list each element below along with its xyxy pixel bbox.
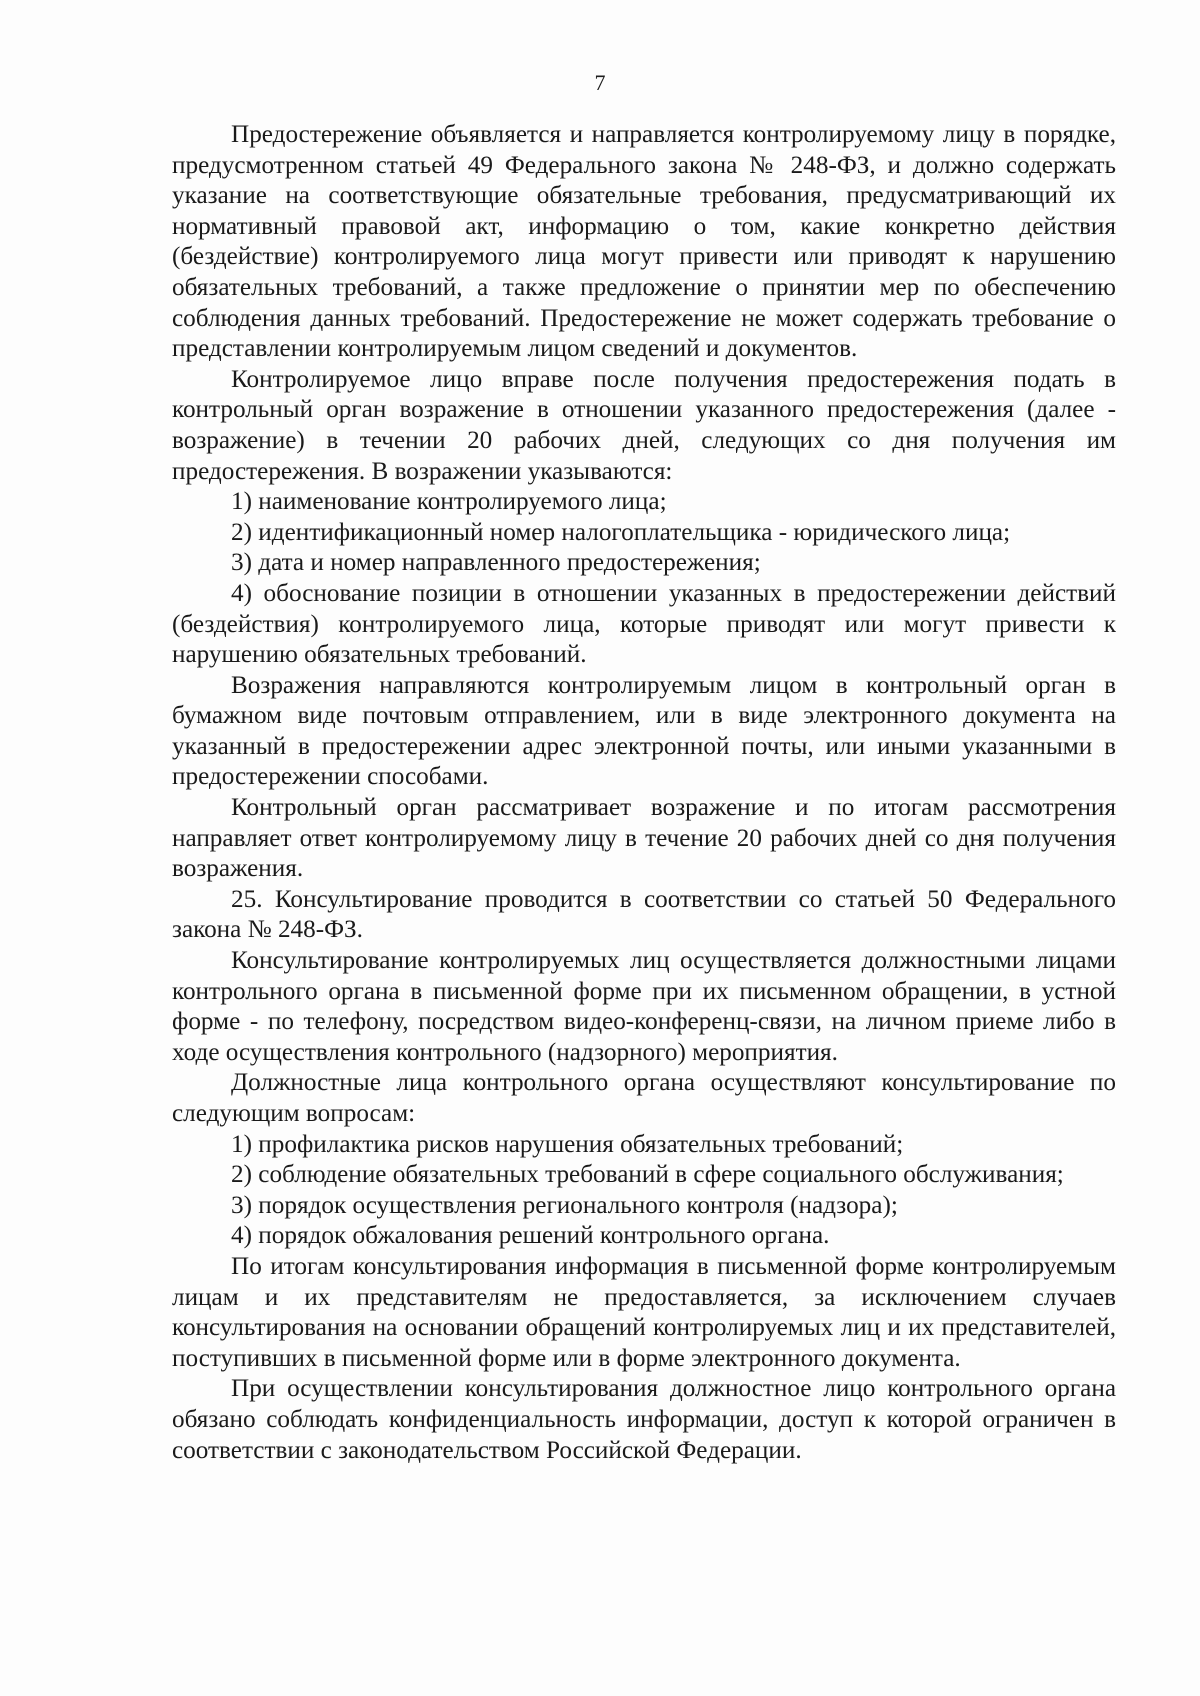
paragraph-objection-delivery: Возражения направляются контролируемым лицом в контрольный орган в бумажном виде почтовым отправлением, или в виде электронного документа на указанный в предостережении адрес электронной почты, или иными указанными в предостережении способами. xyxy=(172,671,1116,791)
list-item-topic-4: 4) порядок обжалования решений контрольного органа. xyxy=(231,1222,830,1250)
list-item-objection-4: 4) обоснование позиции в отношении указанных в предостережении действий (бездействия) контролируемого лица, которые приводят или могут привести к нарушению обязательных требований. xyxy=(172,579,1116,669)
paragraph-consulting-forms: Консультирование контролируемых лиц осуществляется должностными лицами контрольного органа в письменной форме при их письменном обращении, в устной форме - по телефону, посредством видео-конференц-связи, на личном приеме либо в ходе осуществления контрольного (надзорного) мероприятия. xyxy=(172,947,1116,1066)
paragraph-section-25: 25. Консультирование проводится в соответствии со статьей 50 Федерального закона № 248-ФЗ. xyxy=(172,885,1116,944)
paragraph-warning-content: Предостережение объявляется и направляется контролируемому лицу в порядке, предусмотренном статьей 49 Федерального закона № 248-ФЗ, и должно содержать указание на соответствующие обязательные требования, предусматривающий их нормативный правовой акт, информацию о том, какие конкретно действия (бездействие) контролируемого лица могут привести или приводят к нарушению обязательных требований, а также предложение о принятии мер по обеспечению соблюдения данных требований. Предостережение не может содержать требование о представлении контролируемым лицом сведений и документов. xyxy=(172,121,1116,363)
list-item-topic-1: 1) профилактика рисков нарушения обязательных требований; xyxy=(231,1130,904,1158)
paragraph-consulting-topics-intro: Должностные лица контрольного органа осуществляют консультирование по следующим вопросам: xyxy=(172,1069,1116,1127)
list-item-objection-1: 1) наименование контролируемого лица; xyxy=(231,488,667,516)
paragraph-confidentiality: При осуществлении консультирования должностное лицо контрольного органа обязано соблюдать конфиденциальность информации, доступ к которой ограничен в соответствии с законодательством Российской Федерации. xyxy=(172,1375,1116,1464)
list-item-topic-3: 3) порядок осуществления регионального контроля (надзора); xyxy=(231,1191,898,1219)
document-body xyxy=(172,120,1116,1466)
list-item-topic-2: 2) соблюдение обязательных требований в сфере социального обслуживания; xyxy=(231,1161,1064,1189)
list-item-objection-3: 3) дата и номер направленного предостережения; xyxy=(231,549,761,577)
paragraph-written-info: По итогам консультирования информация в письменной форме контролируемым лицам и их представителям не предоставляется, за исключением случаев консультирования на основании обращений контролируемых лиц и их представителей, поступивших в письменной форме или в форме электронного документа. xyxy=(172,1252,1116,1372)
list-item-objection-2: 2) идентификационный номер налогоплательщика - юридического лица; xyxy=(231,518,1011,546)
page-number: 7 xyxy=(594,70,606,95)
paragraph-objection-review: Контрольный орган рассматривает возражение и по итогам рассмотрения направляет ответ контролируемому лицу в течение 20 рабочих дней со дня получения возражения. xyxy=(172,794,1116,883)
paragraph-objection-right: Контролируемое лицо вправе после получения предостережения подать в контрольный орган возражение в отношении указанного предостережения (далее - возражение) в течении 20 рабочих дней, следующих со дня получения им предостережения. В возражении указываются: xyxy=(172,365,1116,485)
